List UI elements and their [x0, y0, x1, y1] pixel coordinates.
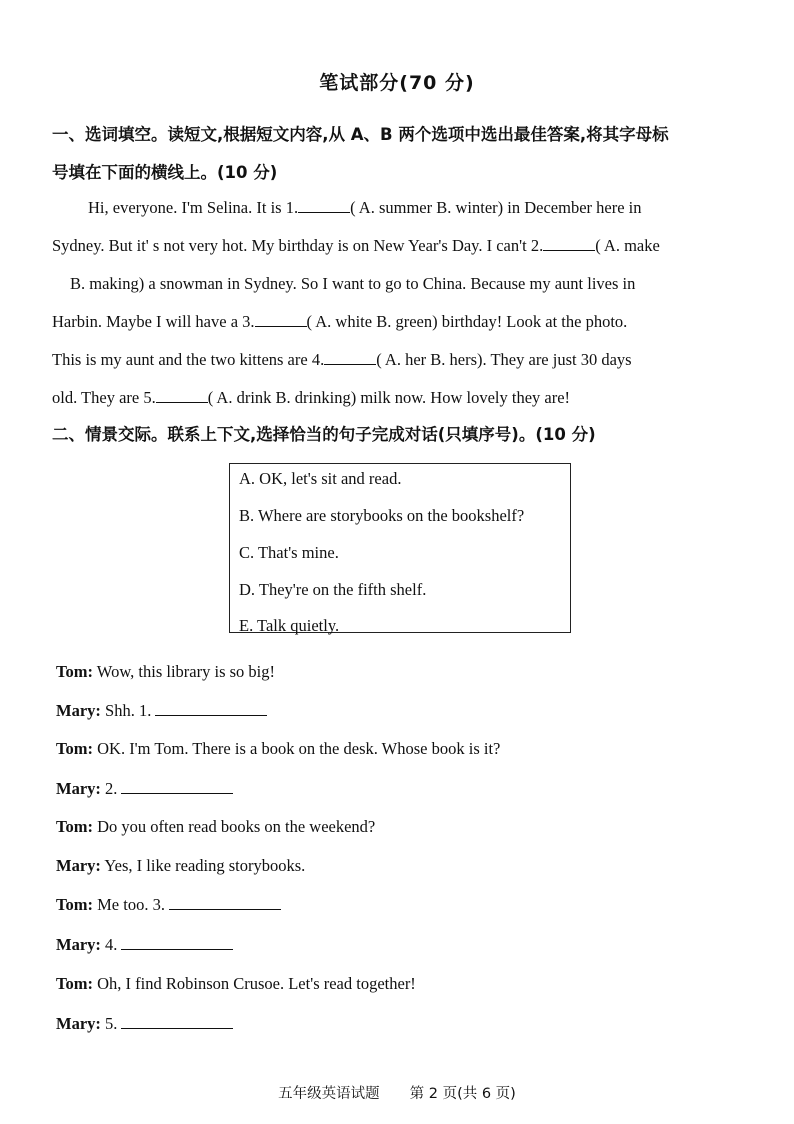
- answer-blank-4[interactable]: [324, 350, 376, 365]
- option-b: B. Where are storybooks on the bookshelf?: [239, 506, 525, 525]
- footer-page-number: 第 2 页(共 6 页): [409, 1086, 516, 1102]
- speaker-mary: Mary:: [56, 856, 101, 875]
- passage-line: This is my aunt and the two kittens are 4. ( A. her B. hers). They are just 30 days: [52, 350, 632, 369]
- option-a: A. OK, let's sit and read.: [239, 469, 402, 488]
- dialogue-blank-5[interactable]: [121, 1014, 233, 1029]
- speaker-tom: Tom:: [56, 895, 93, 914]
- section2-heading: 二、情景交际。联系上下文,选择恰当的句子完成对话(只填序号)。(10 分): [52, 425, 596, 444]
- answer-blank-1[interactable]: [298, 198, 350, 213]
- option-e: E. Talk quietly.: [239, 616, 340, 635]
- page-footer: [0, 1082, 794, 1103]
- dialogue-line: Tom: Wow, this library is so big!: [56, 662, 275, 681]
- footer-subject: 五年级英语试题: [278, 1086, 380, 1102]
- option-c: C. That's mine.: [239, 543, 339, 562]
- speaker-mary: Mary:: [56, 1014, 101, 1033]
- options-box: [229, 463, 571, 633]
- dialogue-blank-1[interactable]: [155, 701, 267, 716]
- speaker-tom: Tom:: [56, 817, 93, 836]
- dialogue-blank-2[interactable]: [121, 779, 233, 794]
- speaker-mary: Mary:: [56, 701, 101, 720]
- answer-blank-3[interactable]: [255, 312, 307, 327]
- dialogue-line: Mary: Yes, I like reading storybooks.: [56, 856, 306, 875]
- dialogue-blank-4[interactable]: [121, 935, 233, 950]
- passage-line: Harbin. Maybe I will have a 3. ( A. white B. green) birthday! Look at the photo.: [52, 312, 628, 331]
- answer-blank-5[interactable]: [156, 388, 208, 403]
- speaker-tom: Tom:: [56, 739, 93, 758]
- dialogue-line: Tom: Me too. 3.: [56, 895, 281, 915]
- dialogue-line: Tom: Oh, I find Robinson Crusoe. Let's read together!: [56, 974, 416, 993]
- speaker-mary: Mary:: [56, 779, 101, 798]
- dialogue-line: Tom: OK. I'm Tom. There is a book on the desk. Whose book is it?: [56, 739, 501, 758]
- passage-line: Hi, everyone. I'm Selina. It is 1. ( A. summer B. winter) in December here in: [88, 198, 642, 217]
- dialogue-blank-3[interactable]: [169, 895, 281, 910]
- dialogue-line: Mary: 2.: [56, 779, 233, 799]
- speaker-tom: Tom:: [56, 662, 93, 681]
- page-title: 笔试部分(70 分): [319, 72, 475, 94]
- answer-blank-2[interactable]: [543, 236, 595, 251]
- speaker-mary: Mary:: [56, 935, 101, 954]
- passage-line: B. making) a snowman in Sydney. So I want to go to China. Because my aunt lives in: [70, 274, 636, 293]
- dialogue-line: Mary: Shh. 1.: [56, 701, 267, 721]
- speaker-tom: Tom:: [56, 974, 93, 993]
- section1-heading-line2: 号填在下面的横线上。(10 分): [52, 163, 278, 182]
- dialogue-line: Mary: 5.: [56, 1014, 233, 1034]
- passage-line: old. They are 5. ( A. drink B. drinking) milk now. How lovely they are!: [52, 388, 571, 407]
- section1-heading-line1: 一、选词填空。读短文,根据短文内容,从 A、B 两个选项中选出最佳答案,将其字母标: [52, 125, 669, 144]
- option-d: D. They're on the fifth shelf.: [239, 580, 427, 599]
- passage-line: Sydney. But it' s not very hot. My birthday is on New Year's Day. I can't 2. ( A. make: [52, 236, 660, 255]
- dialogue-line: Tom: Do you often read books on the weekend?: [56, 817, 376, 836]
- dialogue-line: Mary: 4.: [56, 935, 233, 955]
